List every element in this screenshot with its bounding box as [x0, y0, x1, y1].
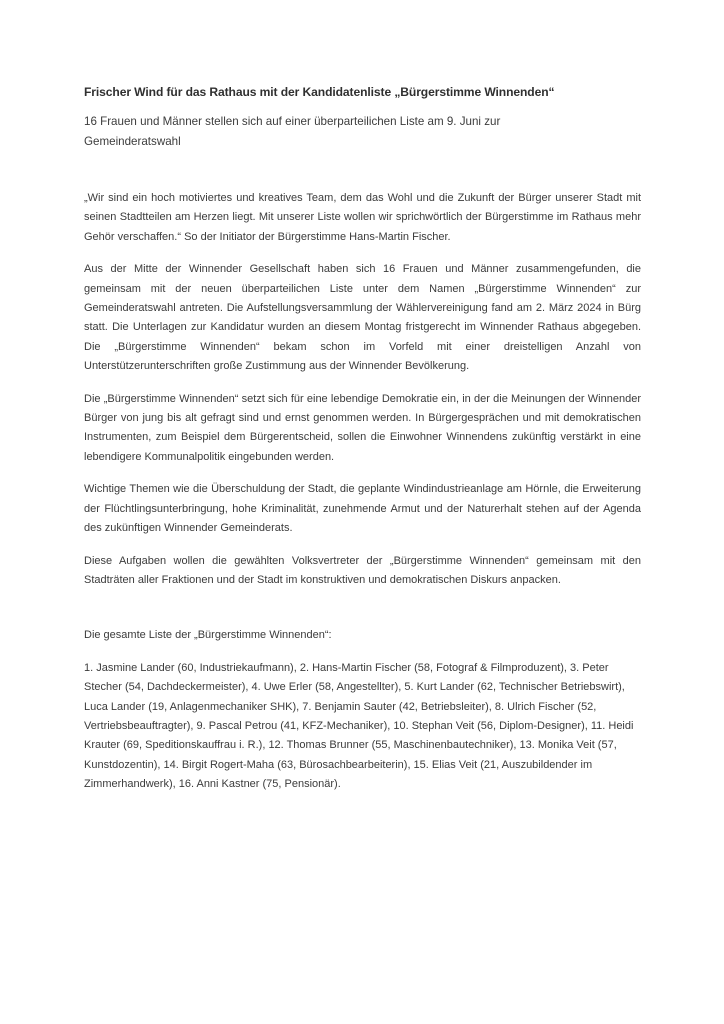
- subtitle: [84, 112, 641, 151]
- document-content: [84, 84, 641, 795]
- candidate-list: 1. Jasmine Lander (60, Industriekaufmann), 2. Hans-Martin Fischer (58, Fotograf & Filmproduzent), 3. Peter Stecher (54, Dachdeckermeister), 4. Uwe Erler (58, Angestellter), 5. Kurt Lander (62, Technischer Betriebswirt), Luca Lander (19, Anlagenmechaniker SHK), 7. Benjamin Sauter (42, Betriebsleiter), 8. Ulrich Fischer (52, Vertriebsbeauftragter), 9. Pascal Petrou (41, KFZ-Mechaniker), 10. Stephan Veit (56, Diplom-Designer), 11. Heidi Krauter (69, Speditionskauffrau i. R.), 12. Thomas Brunner (55, Maschinenbautechniker), 13. Monika Veit (57, Kunstdozentin), 14. Birgit Rogert-Maha (63, Bürosachbearbeiterin), 15. Elias Veit (21, Auszubildender im Zimmerhandwerk), 16. Anni Kastner (75, Pensionär).: [84, 661, 634, 791]
- paragraph-democracy: Die „Bürgerstimme Winnenden“ setzt sich für eine lebendige Demokratie ein, in der die Meinungen der Winnender Bürger von jung bis alt gefragt sind und ernst genommen werden. In Bürgergesprächen und mit demokratischen Instrumenten, zum Beispiel dem Bürgerentscheid, sollen die Einwohner Winnendens zukünftig verstärkt in eine lebendigere Kommunalpolitik eingebunden werden.: [84, 392, 641, 463]
- candidate-list-heading: Die gesamte Liste der „Bürgerstimme Winnenden“:: [84, 629, 332, 642]
- paragraph-topics: Wichtige Themen wie die Überschuldung der Stadt, die geplante Windindustrieanlage am Hörnle, die Erweiterung der Flüchtlingsunterbringung, hohe Kriminalität, zunehmende Armut und der Naturerhalt stehen auf der Agenda des zukünftigen Winnender Gemeinderats.: [84, 483, 641, 535]
- paragraph-tasks: Diese Aufgaben wollen die gewählten Volksvertreter der „Bürgerstimme Winnenden“ gemeinsam mit den Stadträten aller Fraktionen und der Stadt im konstruktiven und demokratischen Diskurs anpacken.: [84, 554, 641, 586]
- body-text: [84, 189, 641, 590]
- paragraph-formation: Aus der Mitte der Winnender Gesellschaft haben sich 16 Frauen und Männer zusammengefunden, die gemeinsam mit der neuen überparteilichen Liste unter dem Namen „Bürgerstimme Winnenden“ zur Gemeinderatswahl antreten. Die Aufstellungsversammlung der Wählervereinigung fand am 2. März 2024 in Bürg statt. Die Unterlagen zur Kandidatur wurden an diesem Montag fristgerecht im Winnender Rathaus abgegeben. Die „Bürgerstimme Winnenden“ bekam schon im Vorfeld mit einer dreistelligen Anzahl von Unterstützerunterschriften große Zustimmung aus der Winnender Bevölkerung.: [84, 263, 641, 373]
- paragraph-quote: „Wir sind ein hoch motiviertes und kreatives Team, dem das Wohl und die Zukunft der Bürger unserer Stadt mit seinen Stadtteilen am Herzen liegt. Mit unserer Liste wollen wir sprichwörtlich der Bürgerstimme im Rathaus mehr Gehör verschaffen.“ So der Initiator der Bürgerstimme Hans-Martin Fischer.: [84, 192, 641, 243]
- subtitle-line-1: 16 Frauen und Männer stellen sich auf einer überparteilichen Liste am 9. Juni zur: [84, 115, 501, 128]
- page-title: Frischer Wind für das Rathaus mit der Kandidatenliste „Bürgerstimme Winnenden“: [84, 85, 555, 99]
- subtitle-line-2: Gemeinderatswahl: [84, 134, 181, 148]
